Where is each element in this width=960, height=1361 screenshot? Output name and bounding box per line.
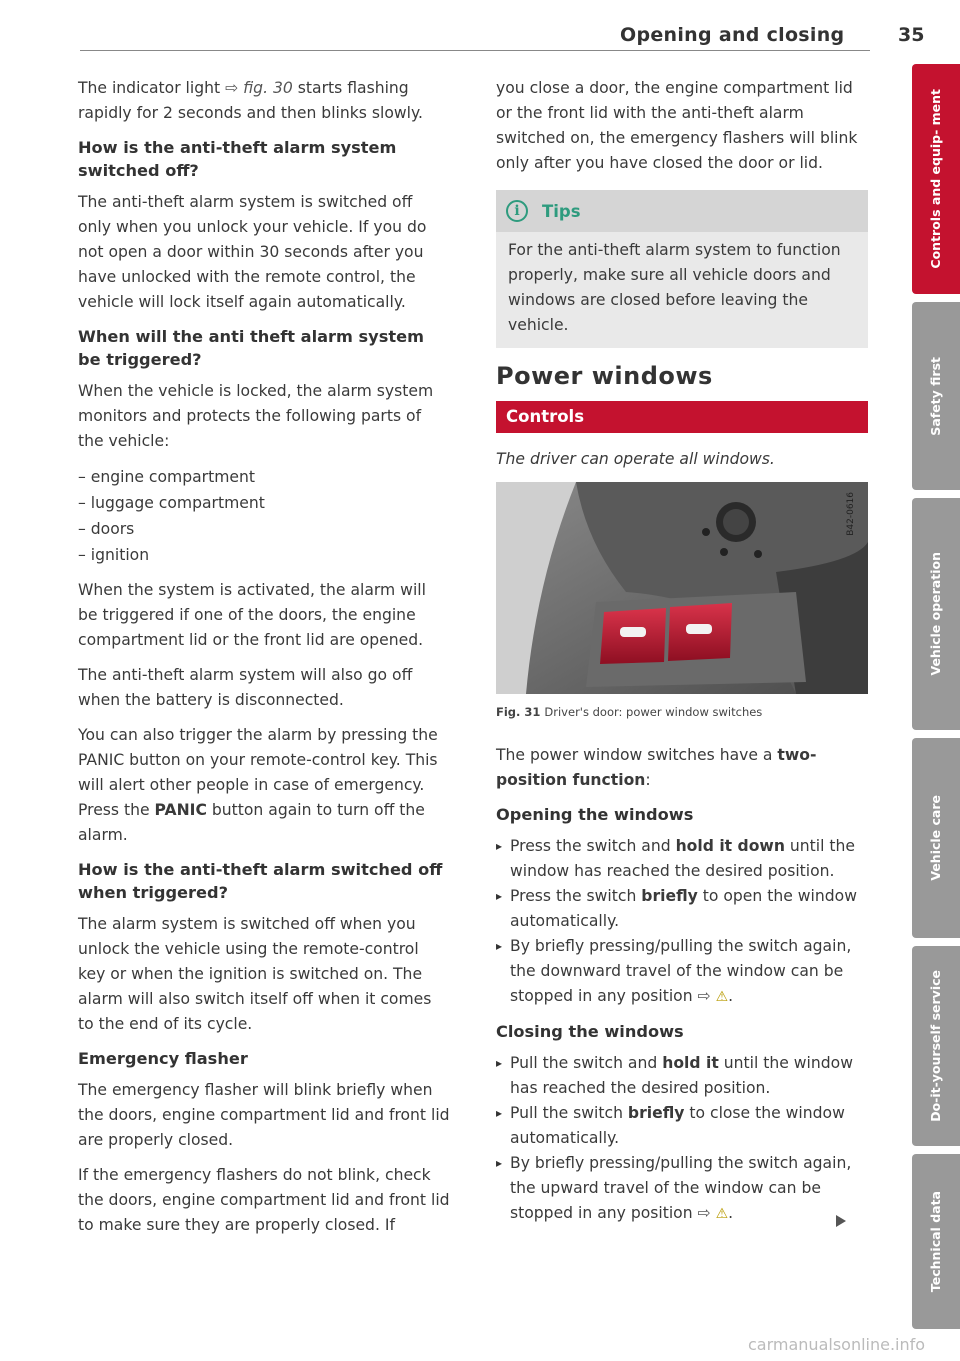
continue-arrow-icon xyxy=(836,1215,846,1227)
warning-icon: ⚠ xyxy=(715,989,729,1005)
paragraph: When the system is activated, the alarm will be triggered if one of the doors, the engine compartment lid or the front lid are opened. xyxy=(78,581,426,649)
paragraph: The anti-theft alarm system will also go off when the battery is disconnected. xyxy=(78,666,413,709)
paragraph: The emergency flasher will blink briefly when the doors, engine compartment lid and front lid are properly closed. xyxy=(78,1081,450,1149)
page-number: 35 xyxy=(898,24,925,46)
side-tab-index xyxy=(912,64,960,1337)
list-item: ▸ By briefly pressing/pulling the switch again, the downward travel of the window can be stopped in any position ⇨ ⚠. xyxy=(496,934,868,1010)
heading: Emergency flasher xyxy=(78,1049,248,1068)
side-tab-technical-data[interactable]: Technical data xyxy=(912,1154,960,1329)
list-item: – engine compartment xyxy=(78,464,450,490)
side-tab-controls[interactable]: Controls and equip- ment xyxy=(912,64,960,294)
list-item: ▸ Press the switch and hold it down until the window has reached the desired position. xyxy=(496,834,868,884)
side-tab-vehicle-operation[interactable]: Vehicle operation xyxy=(912,498,960,730)
side-tab-safety[interactable]: Safety first xyxy=(912,302,960,490)
paragraph: The alarm system is switched off when you unlock the vehicle using the remote-control key or when the ignition is switched on. The alarm will also switch itself off when it comes to the end of its cycle. xyxy=(78,915,432,1033)
heading: How is the anti-theft alarm switched off when triggered? xyxy=(78,860,443,902)
paragraph: The indicator light ⇨ fig. 30 starts flashing rapidly for 2 seconds and then blinks slowly. xyxy=(78,79,423,122)
left-column xyxy=(78,76,450,1248)
power-window-switch-figure xyxy=(496,482,868,694)
opening-steps xyxy=(496,834,868,1010)
list-item: ▸ Pull the switch briefly to close the window automatically. xyxy=(496,1101,868,1151)
heading: Opening the windows xyxy=(496,805,694,824)
header-rule xyxy=(80,50,870,51)
watermark: carmanualsonline.info xyxy=(748,1335,926,1354)
tips-label: Tips xyxy=(542,201,581,221)
reference-arrow-icon[interactable]: ⇨ xyxy=(697,987,711,1005)
intro-text: The driver can operate all windows. xyxy=(496,450,775,468)
paragraph: When the vehicle is locked, the alarm system monitors and protects the following parts of the vehicle: xyxy=(78,382,434,450)
heading: When will the anti theft alarm system be triggered? xyxy=(78,327,424,369)
list-item: ▸ By briefly pressing/pulling the switch again, the upward travel of the window can be stopped in any position ⇨ ⚠. xyxy=(496,1151,868,1227)
side-tab-do-it-yourself[interactable]: Do-it-yourself service xyxy=(912,946,960,1146)
warning-icon: ⚠ xyxy=(715,1206,729,1222)
side-tab-vehicle-care[interactable]: Vehicle care xyxy=(912,738,960,938)
closing-steps xyxy=(496,1051,868,1227)
paragraph: The power window switches have a two-position function: xyxy=(496,746,817,789)
heading: How is the anti-theft alarm system switched off? xyxy=(78,138,397,180)
figure-code: B42-0616 xyxy=(846,492,856,536)
heading: Closing the windows xyxy=(496,1022,684,1041)
info-icon: i xyxy=(506,200,528,222)
reference-arrow-icon[interactable]: ⇨ xyxy=(697,1204,711,1222)
tips-text: For the anti-theft alarm system to function properly, make sure all vehicle doors and windows are closed before leaving the vehicle. xyxy=(508,241,841,334)
paragraph: If the emergency flashers do not blink, check the doors, engine compartment lid and front lid to make sure they are properly closed. If xyxy=(78,1166,450,1234)
list-item: ▸ Press the switch briefly to open the window automatically. xyxy=(496,884,868,934)
tips-header xyxy=(496,190,868,232)
list-item: – luggage compartment xyxy=(78,490,450,516)
right-column xyxy=(496,76,868,1237)
paragraph: You can also trigger the alarm by pressing the PANIC button on your remote-control key. This will alert other people in case of emergency. Press the PANIC button again to turn off the alarm. xyxy=(78,726,438,844)
figure-reference-link[interactable]: ⇨ fig. 30 xyxy=(225,79,293,97)
header-title: Opening and closing xyxy=(620,24,845,46)
tips-box xyxy=(496,190,868,348)
list-item: – ignition xyxy=(78,542,450,568)
figure-caption: Fig. 31 Driver's door: power window switches xyxy=(496,705,763,719)
monitored-parts-list xyxy=(78,464,450,568)
section-title: Power windows xyxy=(496,362,713,390)
paragraph: The anti-theft alarm system is switched off only when you unlock your vehicle. If you do not open a door within 30 seconds after you have unlocked with the remote control, the vehicle will lock itself again automatically. xyxy=(78,193,427,311)
list-item: ▸ Pull the switch and hold it until the window has reached the desired position. xyxy=(496,1051,868,1101)
list-item: – doors xyxy=(78,516,450,542)
paragraph: you close a door, the engine compartment lid or the front lid with the anti-theft alarm switched on, the emergency flashers will blink only after you have closed the door or lid. xyxy=(496,79,858,172)
door-panel-illustration xyxy=(496,482,868,694)
controls-bar: Controls xyxy=(496,401,868,433)
